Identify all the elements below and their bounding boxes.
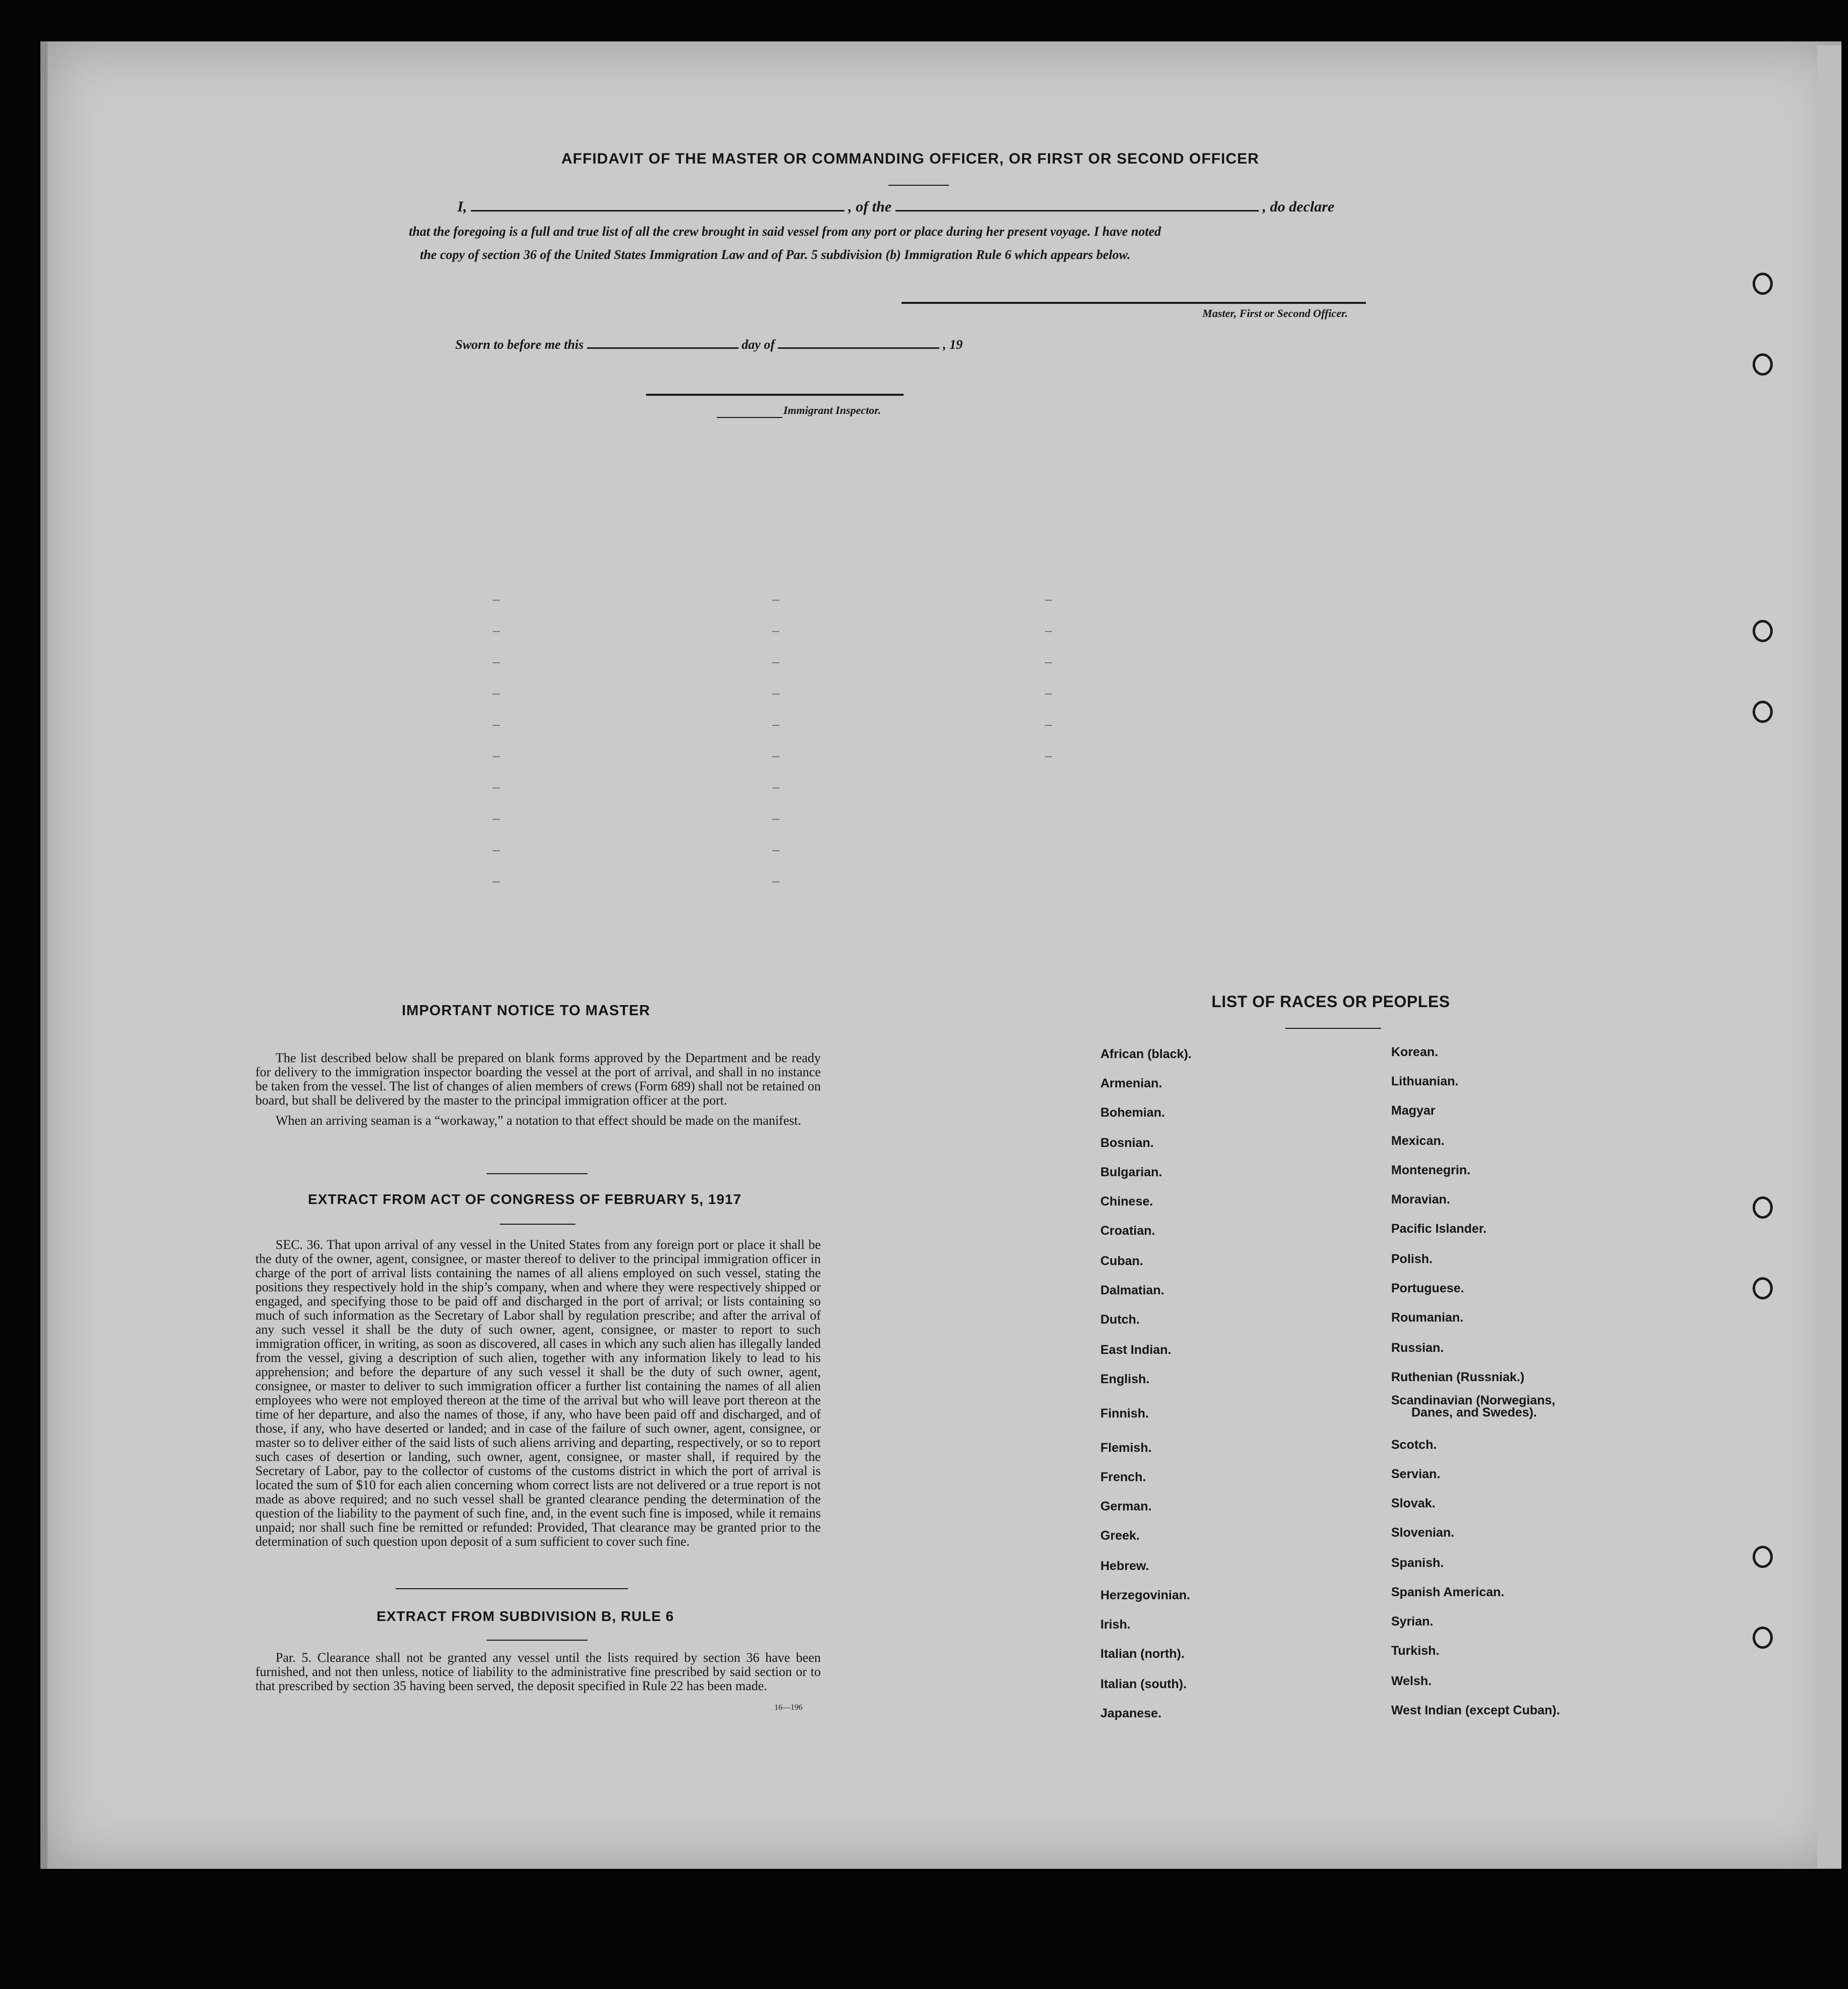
binder-hole-icon [1753, 273, 1773, 295]
notice-paragraph: The list described below shall be prepared on blank forms approved by the Department and be ready for delivery to the immigration inspector boarding the vessel at the port of arrival, and shall in no instance be taken from the vessel. The list of changes of alien members of crews (Form 689) shall not be retained on board, but shall be delivered by the master to the principal immigration officer at the port. [255, 1051, 821, 1108]
faint-mark [1045, 694, 1052, 695]
race-item: Flemish. [1100, 1441, 1152, 1455]
faint-mark [772, 631, 779, 632]
binder-hole-icon [1753, 701, 1773, 723]
race-item: Korean. [1391, 1045, 1439, 1059]
inspector-caption-line [717, 417, 782, 418]
race-item: Moravian. [1391, 1192, 1450, 1207]
inspector-caption: Immigrant Inspector. [783, 404, 881, 416]
race-item: Spanish American. [1391, 1585, 1505, 1599]
faint-mark [1045, 600, 1052, 601]
faint-mark [493, 850, 500, 851]
title-underline [888, 185, 949, 186]
race-item: Croatian. [1100, 1224, 1155, 1238]
race-item: Russian. [1391, 1341, 1444, 1355]
section-divider [487, 1173, 588, 1174]
race-item: Cuban. [1100, 1254, 1143, 1268]
race-item: German. [1100, 1499, 1152, 1513]
race-item: Welsh. [1391, 1674, 1432, 1688]
faint-mark [493, 662, 500, 663]
notice-body [255, 1051, 821, 1134]
race-item: Irish. [1100, 1617, 1131, 1632]
sworn-day-field[interactable] [587, 337, 738, 349]
faint-mark [1045, 725, 1052, 726]
race-item: Chinese. [1100, 1194, 1153, 1209]
sworn-prefix: Sworn to before me this [455, 337, 584, 352]
races-title: LIST OF RACES OR PEOPLES [1211, 992, 1450, 1011]
race-item: Armenian. [1100, 1076, 1163, 1090]
master-signature-caption: Master, First or Second Officer. [1202, 307, 1348, 320]
sworn-month-field[interactable] [778, 337, 939, 349]
race-item: Italian (south). [1100, 1677, 1187, 1691]
declaration-line-2: that the foregoing is a full and true list of all the crew brought in said vessel from any port or place during her present voyage. I have noted [409, 224, 1161, 239]
extract-rule-title: EXTRACT FROM SUBDIVISION B, RULE 6 [377, 1608, 674, 1624]
binder-hole-icon [1753, 620, 1773, 642]
race-item: Slovenian. [1391, 1526, 1455, 1540]
faint-mark [493, 788, 500, 789]
race-item: Pacific Islander. [1391, 1222, 1487, 1236]
binder-hole-icon [1753, 1627, 1773, 1649]
faint-mark [772, 662, 779, 663]
race-item: Portuguese. [1391, 1281, 1464, 1295]
sheet-right-margin [1817, 45, 1841, 1868]
race-item: East Indian. [1100, 1343, 1172, 1357]
race-item: Japanese. [1100, 1706, 1161, 1720]
binder-hole-icon [1753, 353, 1773, 376]
faint-mark [493, 819, 500, 820]
extract-act-title: EXTRACT FROM ACT OF CONGRESS OF FEBRUARY 5, 1917 [308, 1191, 742, 1207]
faint-mark [1045, 662, 1052, 663]
race-item: Slovak. [1391, 1496, 1436, 1510]
race-item: Greek. [1100, 1529, 1140, 1543]
affidavit-title: AFFIDAVIT OF THE MASTER OR COMMANDING OFFICER, OR FIRST OR SECOND OFFICER [561, 150, 1259, 167]
section-divider [396, 1588, 628, 1589]
faint-mark [772, 756, 779, 757]
race-item: Herzegovinian. [1100, 1588, 1190, 1602]
races-title-underline [1285, 1028, 1381, 1029]
race-item: Magyar [1391, 1104, 1436, 1118]
race-item: Montenegrin. [1391, 1163, 1470, 1177]
inspector-signature-line[interactable] [646, 394, 904, 396]
race-item: Finnish. [1100, 1406, 1149, 1421]
declarant-prefix: I, [457, 198, 467, 215]
race-item: Polish. [1391, 1252, 1433, 1266]
race-item: Spanish. [1391, 1556, 1444, 1570]
section-divider [487, 1640, 588, 1641]
section-divider [500, 1224, 575, 1225]
race-item: Scandinavian (Norwegians, [1391, 1393, 1556, 1407]
sworn-line [455, 337, 963, 352]
faint-mark [493, 600, 500, 601]
faint-mark [493, 694, 500, 695]
race-item: Bohemian. [1100, 1106, 1165, 1120]
faint-mark [493, 631, 500, 632]
race-item: Syrian. [1391, 1614, 1434, 1629]
race-item: Scotch. [1391, 1438, 1437, 1452]
race-item: Servian. [1391, 1467, 1441, 1481]
race-item: Lithuanian. [1391, 1074, 1459, 1088]
race-item: West Indian (except Cuban). [1391, 1703, 1560, 1717]
race-item: African (black). [1100, 1047, 1192, 1061]
form-code: 16—196 [774, 1703, 803, 1712]
race-item: Danes, and Swedes). [1411, 1405, 1537, 1420]
race-item: Bulgarian. [1100, 1165, 1163, 1179]
race-item: Bosnian. [1100, 1136, 1154, 1150]
faint-mark [772, 600, 779, 601]
race-item: Dutch. [1100, 1313, 1140, 1327]
sworn-day-of: day of [742, 337, 775, 352]
declaration-line-3: the copy of section 36 of the United States Immigration Law and of Par. 5 subdivision (b) Immigration Rule 6 which appears below. [420, 247, 1131, 262]
faint-mark [493, 725, 500, 726]
race-item: Roumanian. [1391, 1311, 1464, 1325]
binder-hole-icon [1753, 1277, 1773, 1299]
race-item: French. [1100, 1470, 1146, 1484]
vessel-name-field[interactable] [895, 198, 1259, 212]
binder-hole-icon [1753, 1196, 1773, 1219]
race-item: Ruthenian (Russniak.) [1391, 1370, 1524, 1384]
extract-rule-body [255, 1651, 821, 1699]
race-item: Dalmatian. [1100, 1283, 1165, 1297]
faint-mark [772, 788, 779, 789]
declaration-line-1 [457, 198, 1334, 216]
faint-mark [772, 850, 779, 851]
sworn-year-suffix: , 19 [942, 337, 963, 352]
faint-mark [772, 881, 779, 882]
declare-suffix: , do declare [1262, 198, 1335, 215]
race-item: Italian (north). [1100, 1647, 1185, 1661]
race-item: Turkish. [1391, 1644, 1440, 1658]
faint-mark [1045, 756, 1052, 757]
race-item: Hebrew. [1100, 1559, 1149, 1573]
faint-mark [1045, 631, 1052, 632]
race-item: Mexican. [1391, 1134, 1445, 1148]
sheet-edge [40, 41, 47, 1869]
declarant-name-field[interactable] [471, 198, 844, 212]
master-signature-line[interactable] [902, 302, 1366, 304]
faint-mark [772, 725, 779, 726]
extract-act-body [255, 1238, 821, 1555]
faint-mark [493, 881, 500, 882]
faint-mark [493, 756, 500, 757]
extract-act-text: SEC. 36. That upon arrival of any vessel in the United States from any foreign port or place it shall be the duty of the owner, agent, consignee, or master thereof to deliver to the principal immigration officer in charge of the port of arrival lists containing the names of all aliens employed on such vessel, stating the positions they respectively hold in the ship’s company, when and where they were respectively shipped or engaged, and specifying those to be paid off and discharged in the port of arrival; or lists containing so much of such information as the Secretary of Labor shall by regulation prescribe; and after the arrival of any such vessel it shall be the duty of such owner, agent, consignee, or master to report to such immigration officer, in writing, as soon as discovered, all cases in which any such alien has illegally landed from the vessel, giving a description of such alien, together with any information likely to lead to his apprehension; and before the departure of any such vessel it shall be the duty of such owner, agent, consignee, or master to deliver to such immigration officer a further list containing the names of all alien employees who were not employed thereon at the time of the arrival but who will leave port thereon at the time of her departure, and also the names of those, if any, who have been paid off and discharged, and of those, if any, who have deserted or landed; and in case of the failure of such owner, agent, consignee, or master so to deliver either of the said lists of such aliens arriving and departing, respectively, or so to report such cases of desertion or landing, such owner, agent, consignee, or master shall, if required by the Secretary of Labor, pay to the collector of customs of the customs district in which the port of arrival is located the sum of $10 for each alien concerning whom correct lists are not delivered or a true report is not made as above required; and no such vessel shall be granted clearance pending the determination of the question of the liability to the payment of such fine, and, in the event such fine is imposed, while it remains unpaid; nor shall such fine be remitted or refunded: Provided, That clearance may be granted prior to the determination of such question upon deposit of a sum sufficient to cover such fine. [255, 1237, 821, 1549]
vessel-prefix: , of the [848, 198, 892, 215]
extract-rule-text: Par. 5. Clearance shall not be granted any vessel until the lists required by section 36 have been furnished, and not then unless, notice of liability to the administrative fine prescribed by said section or to that prescribed by section 35 having been served, the deposit specified in Rule 22 has been made. [255, 1650, 821, 1693]
binder-hole-icon [1753, 1546, 1773, 1568]
race-item: English. [1100, 1372, 1150, 1386]
notice-paragraph: When an arriving seaman is a “workaway,” a notation to that effect should be made on the manifest. [276, 1113, 802, 1128]
document-sheet [44, 41, 1841, 1869]
notice-title: IMPORTANT NOTICE TO MASTER [402, 1003, 651, 1019]
faint-mark [772, 694, 779, 695]
faint-mark [772, 819, 779, 820]
